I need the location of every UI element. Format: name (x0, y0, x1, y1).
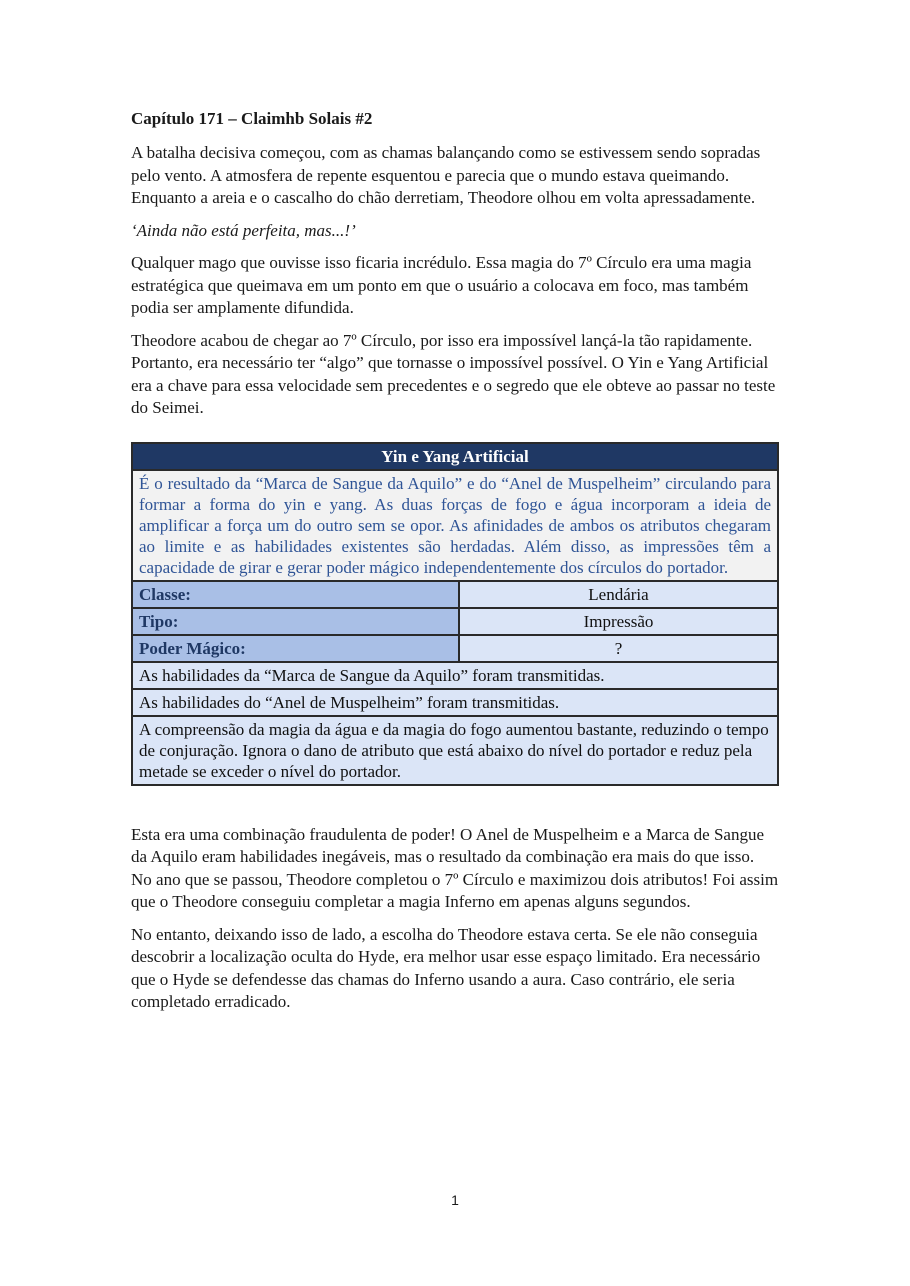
paragraph: Esta era uma combinação fraudulenta de poder! O Anel de Muspelheim e a Marca de Sangue da Aquilo eram habilidades inegáveis, mas o resultado da combinação era mais do que isso. No ano que se passou, Theodore completou o 7º Círculo e maximizou dois atributos! Foi assim que o Theodore conseguiu completar a magia Inferno em apenas alguns segundos. (131, 824, 779, 911)
power-value: ? (459, 635, 778, 662)
item-title: Yin e Yang Artificial (132, 443, 778, 470)
effect-row: As habilidades da “Marca de Sangue da Aquilo” foram transmitidas. (132, 662, 778, 689)
chapter-title: Capítulo 171 – Claimhb Solais #2 (131, 109, 373, 128)
class-label: Classe: (132, 581, 459, 608)
paragraph: Qualquer mago que ouvisse isso ficaria incrédulo. Essa magia do 7º Círculo era uma magia estratégica que queimava em um ponto em que o usuário a colocava em foco, mas também podia ser amplamente difundida. (131, 253, 752, 317)
paragraphs-after (131, 824, 779, 1014)
effect-row: A compreensão da magia da água e da magia do fogo aumentou bastante, reduzindo o tempo de conjuração. Ignora o dano de atributo que está abaixo do nível do portador e reduz pela metade se exceder o nível do portador. (132, 716, 778, 785)
item-info-table (131, 442, 779, 786)
type-value: Impressão (459, 608, 778, 635)
thought-quote: ‘Ainda não está perfeita, mas...!’ (131, 220, 356, 240)
effect-row: As habilidades do “Anel de Muspelheim” foram transmitidas. (132, 689, 778, 716)
class-value: Lendária (459, 581, 778, 608)
power-label: Poder Mágico: (132, 635, 459, 662)
paragraph: Theodore acabou de chegar ao 7º Círculo, por isso era impossível lançá-la tão rapidamente. Portanto, era necessário ter “algo” que tornasse o impossível possível. O Yin e Yang Artificial era a chave para essa velocidade sem precedentes e o segredo que ele obteve ao passar no teste do Seimei. (131, 330, 776, 417)
item-description: É o resultado da “Marca de Sangue da Aquilo” e do “Anel de Muspelheim” circulando para formar a forma do yin e yang. As duas forças de fogo e água incorporam a ideia de amplificar a força um do outro sem se opor. As afinidades de ambos os atributos chegaram ao limite e as habilidades existentes são herdadas. Além disso, as impressões têm a capacidade de girar e gerar poder mágico independentemente dos círculos do portador. (132, 470, 778, 581)
paragraph: A batalha decisiva começou, com as chamas balançando como se estivessem sendo sopradas pelo vento. A atmosfera de repente esquentou e parecia que o mundo estava queimando. Enquanto a areia e o cascalho do chão derretiam, Theodore olhou em volta apressadamente. (131, 143, 761, 207)
page-number: 1 (451, 1192, 459, 1208)
document-page (131, 108, 779, 1024)
type-label: Tipo: (132, 608, 459, 635)
paragraph: No entanto, deixando isso de lado, a escolha do Theodore estava certa. Se ele não conseguia descobrir a localização oculta do Hyde, era melhor usar esse espaço limitado. Era necessário que o Hyde se defendesse das chamas do Inferno usando a aura. Caso contrário, ele seria completado erradicado. (131, 924, 761, 1011)
